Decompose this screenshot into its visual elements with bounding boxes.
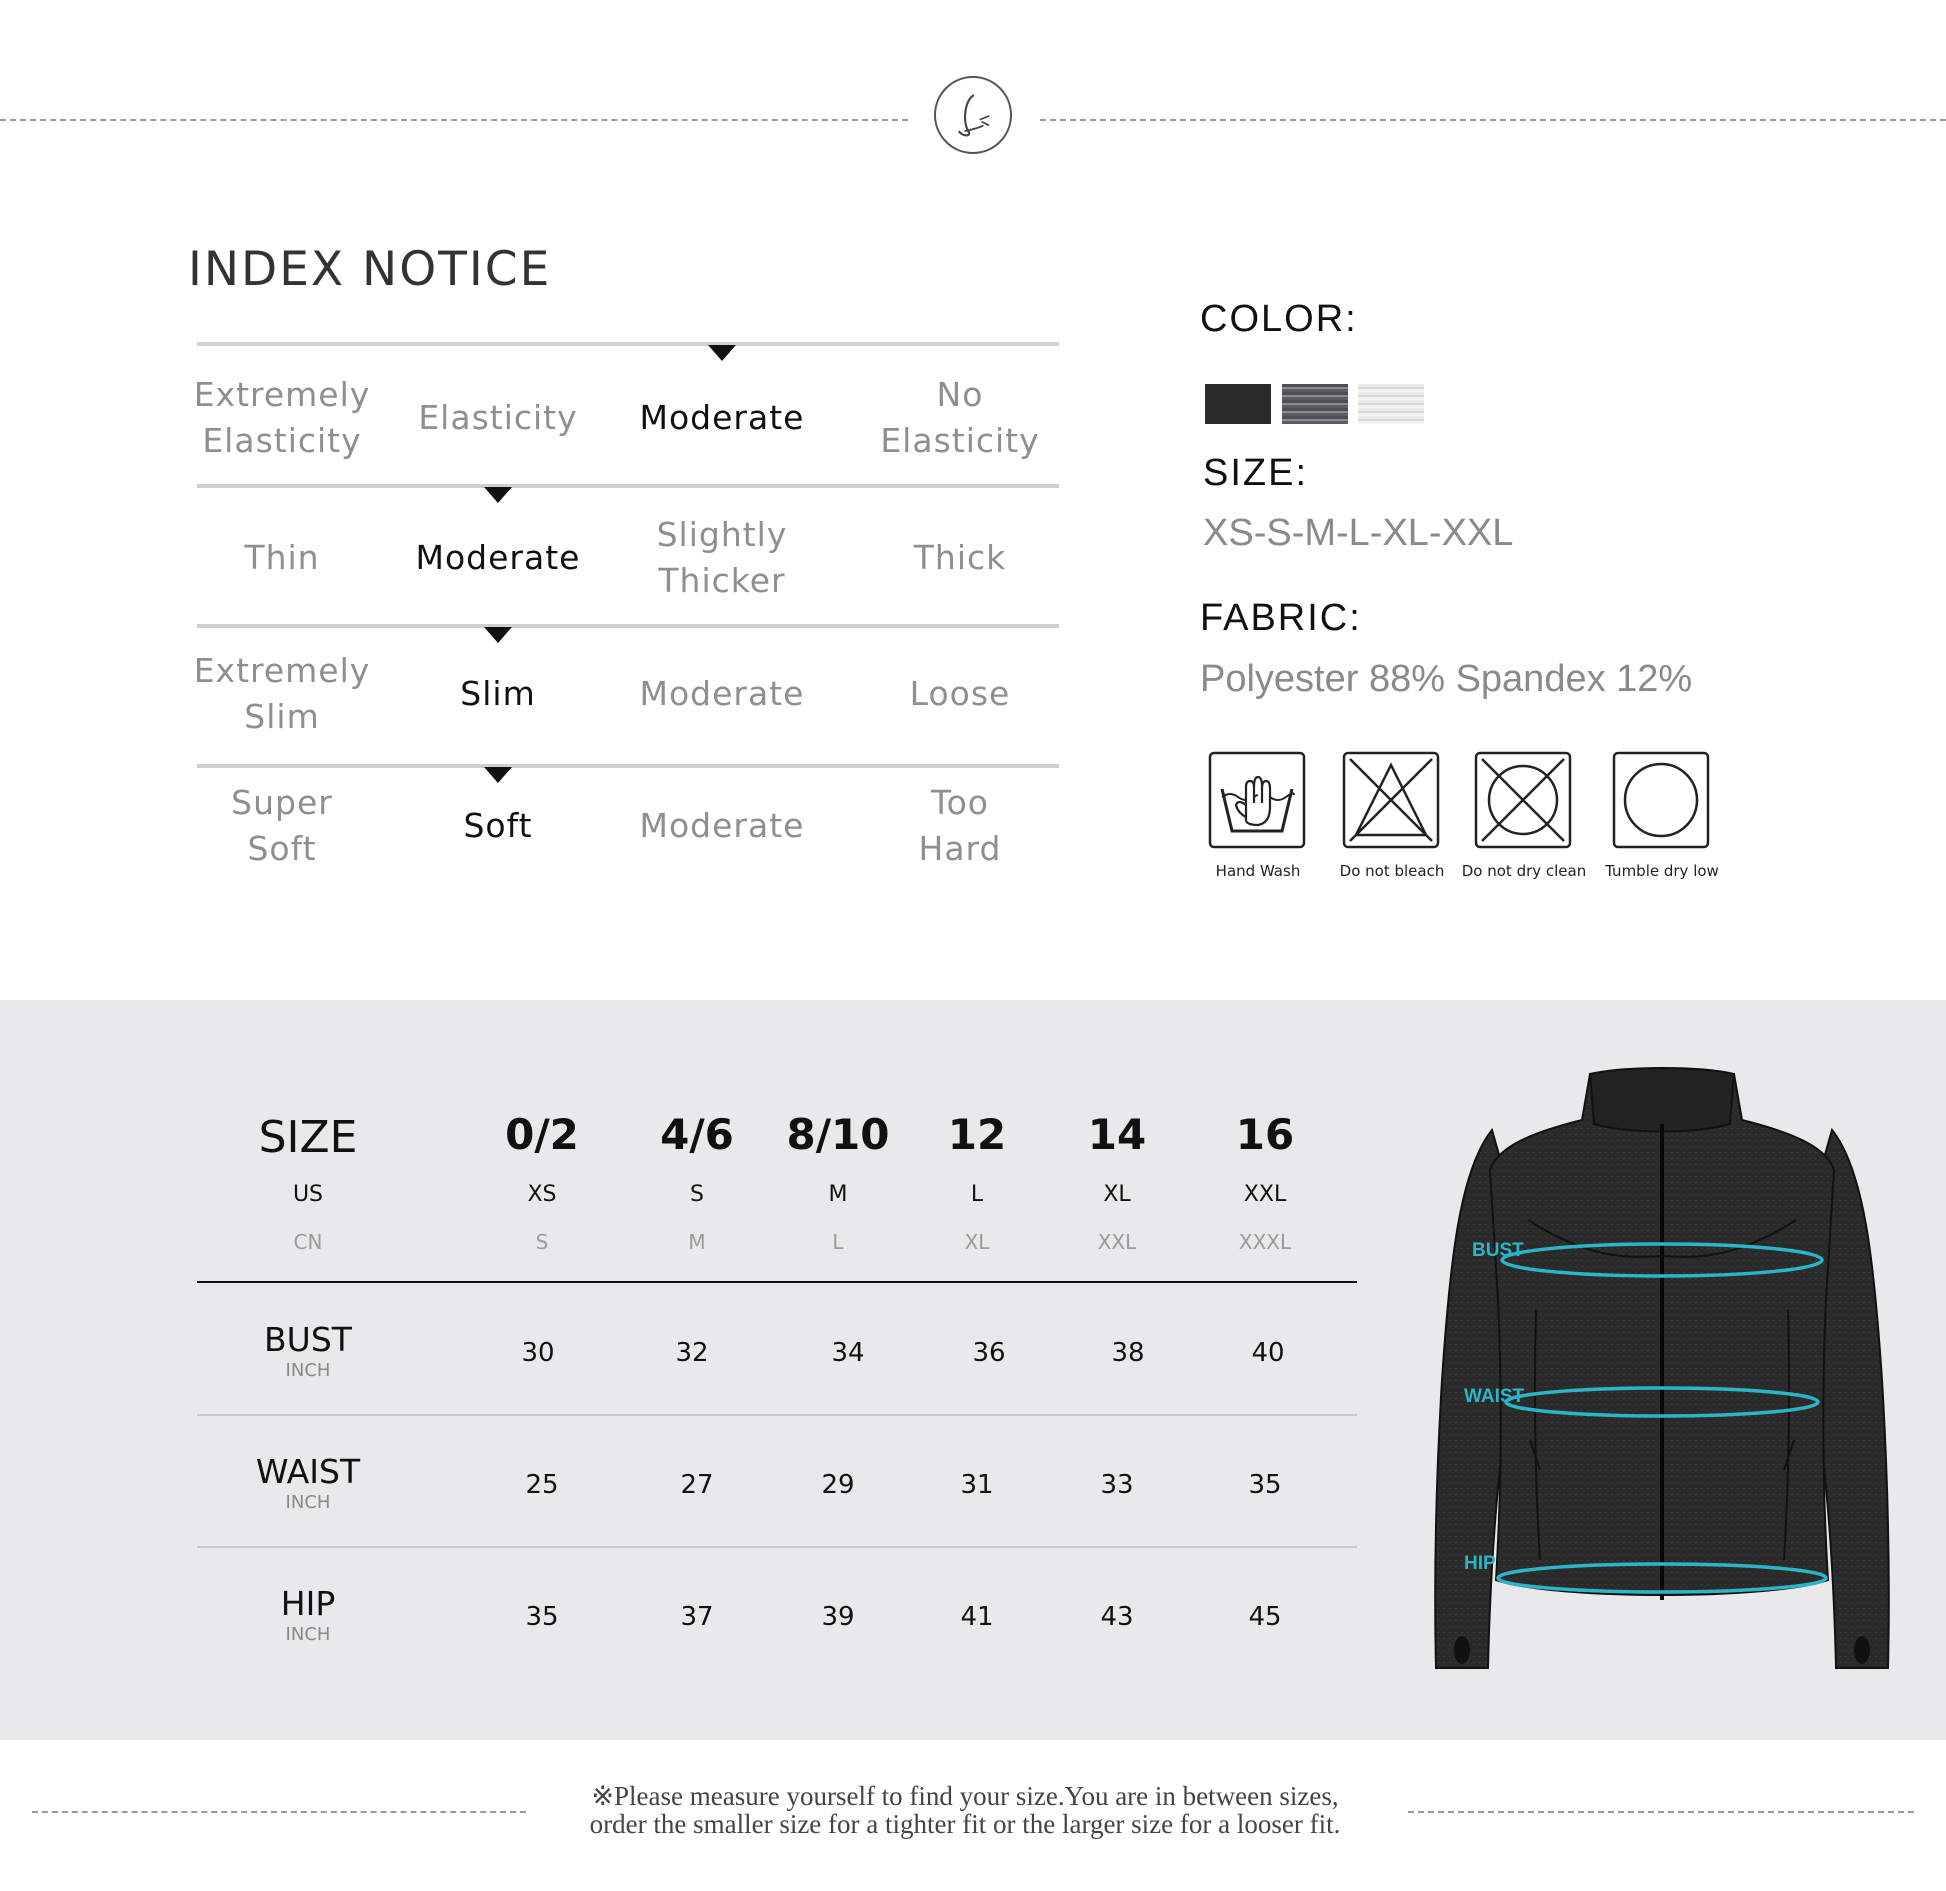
row-rule xyxy=(197,1414,1357,1416)
index-option: Slim xyxy=(460,674,536,713)
tumble-dry-low-icon xyxy=(1612,751,1710,849)
measurement-value: 43 xyxy=(1100,1602,1134,1632)
measurement-value: 35 xyxy=(525,1602,559,1632)
index-option: Moderate xyxy=(639,398,805,437)
color-swatch-white xyxy=(1358,384,1424,424)
index-option: Thick xyxy=(913,538,1007,577)
measurement-value: 41 xyxy=(960,1602,994,1632)
tumble-dry-low-label: Tumble dry low xyxy=(1605,862,1719,880)
hip-measure-label: HIP xyxy=(1464,1553,1496,1574)
header-divider-left xyxy=(0,119,908,121)
header-divider-right xyxy=(1040,119,1946,121)
measurement-value: 30 xyxy=(521,1338,555,1368)
hand-wash-icon xyxy=(1208,751,1306,849)
color-swatch-gray xyxy=(1282,384,1348,424)
row-rule xyxy=(197,1546,1357,1548)
measurement-value: 39 xyxy=(821,1602,855,1632)
index-option: Super Soft xyxy=(231,783,333,868)
index-option: Soft xyxy=(463,806,533,845)
size-column-header: 4/6 xyxy=(660,1110,734,1159)
index-option: Extremely Elasticity xyxy=(193,375,371,460)
bust-measure-label: BUST xyxy=(1472,1240,1524,1261)
brand-logo xyxy=(934,76,1012,154)
waist-measure-label: WAIST xyxy=(1464,1386,1525,1407)
footer-divider-right xyxy=(1408,1811,1914,1813)
size-column-cn: M xyxy=(688,1230,706,1254)
index-divider xyxy=(197,764,1059,768)
fabric-label: FABRIC: xyxy=(1200,597,1362,639)
size-label: SIZE: xyxy=(1203,452,1309,494)
size-column-cn: S xyxy=(535,1230,549,1254)
size-column-cn: XXXL xyxy=(1238,1230,1292,1254)
measurement-value: 33 xyxy=(1100,1470,1134,1500)
index-option: Elasticity xyxy=(418,398,578,437)
size-column-header: 12 xyxy=(947,1110,1007,1159)
index-divider xyxy=(197,484,1059,488)
index-option: Thin xyxy=(244,538,320,577)
size-column-us: XS xyxy=(527,1182,557,1207)
footnote-line-2: order the smaller size for a tighter fit or the larger size for a looser fit. xyxy=(589,1809,1341,1839)
measurement-value: 45 xyxy=(1248,1602,1282,1632)
index-option: Moderate xyxy=(639,674,805,713)
size-column-us: S xyxy=(690,1182,704,1207)
size-column-cn: L xyxy=(832,1230,844,1254)
size-column-header: 0/2 xyxy=(505,1110,579,1159)
measurement-value: 37 xyxy=(680,1602,714,1632)
selection-marker-icon xyxy=(708,345,736,361)
measurement-value: 40 xyxy=(1251,1338,1285,1368)
do-not-bleach-icon xyxy=(1342,751,1440,849)
measurement-value: 34 xyxy=(831,1338,865,1368)
measurement-value: 32 xyxy=(675,1338,709,1368)
measurement-value: 27 xyxy=(680,1470,714,1500)
do-not-dry-clean-label: Do not dry clean xyxy=(1461,862,1587,880)
index-option: Moderate xyxy=(639,806,805,845)
cn-label: CN xyxy=(293,1230,323,1254)
size-range: XS-S-M-L-XL-XXL xyxy=(1203,512,1514,554)
us-label: US xyxy=(292,1182,324,1207)
size-column-header: 14 xyxy=(1087,1110,1147,1159)
measurement-value: 36 xyxy=(972,1338,1006,1368)
index-option: Loose xyxy=(909,674,1011,713)
fabric-value: Polyester 88% Spandex 12% xyxy=(1200,658,1693,700)
size-column-us: L xyxy=(970,1182,984,1207)
selection-marker-icon xyxy=(484,487,512,503)
color-swatch-black xyxy=(1205,384,1271,424)
index-notice-title: INDEX NOTICE xyxy=(188,242,552,297)
measurement-label: WAIST xyxy=(255,1452,361,1491)
color-label: COLOR: xyxy=(1200,298,1358,340)
measurement-value: 29 xyxy=(821,1470,855,1500)
measurement-value: 31 xyxy=(960,1470,994,1500)
size-column-us: M xyxy=(828,1182,848,1207)
index-option: Moderate xyxy=(415,538,581,577)
index-option: Extremely Slim xyxy=(193,651,371,736)
footer-divider-left xyxy=(32,1811,526,1813)
header-rule xyxy=(197,1281,1357,1283)
measurement-label: HIP xyxy=(280,1584,336,1623)
measurement-unit: INCH xyxy=(285,1624,331,1645)
size-footnote xyxy=(530,1782,1400,1838)
measurement-value: 38 xyxy=(1111,1338,1145,1368)
size-column-header: 8/10 xyxy=(786,1110,890,1159)
hand-wash-label: Hand Wash xyxy=(1215,862,1301,880)
do-not-bleach-label: Do not bleach xyxy=(1339,862,1445,880)
size-column-us: XXL xyxy=(1243,1182,1287,1207)
size-column-us: XL xyxy=(1103,1182,1131,1207)
index-option: Too Hard xyxy=(918,783,1002,868)
index-option: Slightly Thicker xyxy=(656,515,788,600)
do-not-dry-clean-icon xyxy=(1474,751,1572,849)
footnote-line-1: ※Please measure yourself to find your size.You are in between sizes, xyxy=(591,1781,1339,1811)
measurement-value: 25 xyxy=(525,1470,559,1500)
index-option: No Elasticity xyxy=(880,375,1040,460)
measurement-label: BUST xyxy=(264,1320,352,1359)
measurement-value: 35 xyxy=(1248,1470,1282,1500)
measurement-unit: INCH xyxy=(285,1360,331,1381)
size-column-header: 16 xyxy=(1235,1110,1295,1159)
index-divider xyxy=(197,624,1059,628)
size-column-cn: XL xyxy=(964,1230,990,1254)
index-divider xyxy=(197,342,1059,346)
measurement-unit: INCH xyxy=(285,1492,331,1513)
size-column-cn: XXL xyxy=(1097,1230,1137,1254)
jacket-illustration xyxy=(1430,1060,1895,1675)
size-chart-title: SIZE xyxy=(258,1112,358,1163)
selection-marker-icon xyxy=(484,627,512,643)
